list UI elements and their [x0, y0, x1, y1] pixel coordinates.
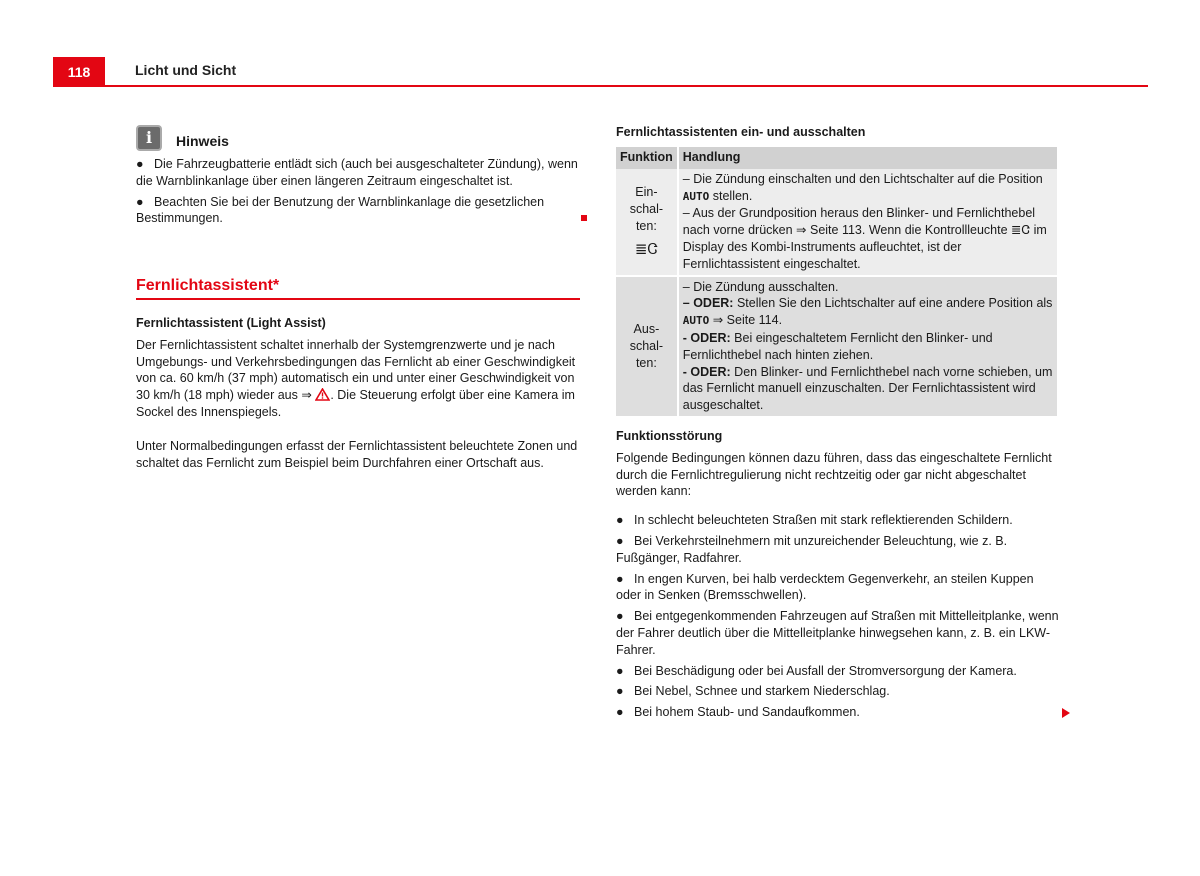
- auto-label: AUTO: [682, 189, 710, 203]
- auto-label: AUTO: [682, 314, 710, 328]
- note-bullet: [136, 156, 580, 190]
- section-end-marker-icon: [581, 215, 587, 221]
- high-beam-assist-icon: ≣Ꮳ: [634, 241, 658, 259]
- list-item: [616, 608, 1060, 658]
- list-item: [616, 683, 1060, 700]
- function-label: ten:: [635, 355, 657, 370]
- action-step: [683, 364, 1053, 414]
- function-label: schal-: [629, 338, 664, 353]
- or-label: - ODER:: [682, 330, 731, 345]
- table-header-cell: Funktion: [616, 147, 678, 169]
- section-paragraph: [136, 337, 580, 421]
- bullet-dot-icon: ●: [616, 513, 624, 528]
- list-item-text: Bei Beschädigung oder bei Ausfall der Stromversorgung der Kamera.: [634, 663, 1017, 678]
- action-step: [683, 205, 1053, 272]
- action-step: [683, 295, 1053, 330]
- note-bullet-text: Die Fahrzeugbatterie entlädt sich (auch bei ausgeschalteter Zündung), wenn die Warnblinkanlage über einen längeren Zeitraum eingeschaltet ist.: [136, 157, 578, 188]
- bullet-dot-icon: ●: [616, 571, 624, 586]
- table-header-cell: Handlung: [678, 147, 1058, 169]
- right-column: [616, 124, 1060, 725]
- steps-table: [616, 147, 1059, 416]
- high-beam-assist-icon: ≣Ꮳ: [1011, 223, 1031, 238]
- action-text: ⇒ Seite 114.: [709, 313, 783, 328]
- section-paragraph: Unter Normalbedingungen erfasst der Fernlichtassistent beleuchtete Zonen und schaltet das Fernlicht zum Beispiel beim Durchfahren einer Ortschaft aus.: [136, 438, 578, 470]
- malfunction-title: Funktionsstörung: [616, 428, 723, 443]
- warning-triangle-icon: [315, 388, 330, 401]
- bullet-dot-icon: ●: [616, 705, 624, 720]
- page-number: 118: [53, 57, 105, 85]
- function-label: Ein-: [635, 185, 658, 200]
- chapter-title: Licht und Sicht: [135, 62, 237, 78]
- table-row: [616, 169, 1058, 276]
- list-item-text: Bei Verkehrsteilnehmern mit unzureichender Beleuchtung, wie z. B. Fußgänger, Radfahrer.: [616, 533, 1008, 565]
- list-item: [616, 663, 1060, 680]
- action-text: stellen.: [709, 188, 753, 203]
- action-cell: [678, 276, 1058, 416]
- section-body: [136, 315, 580, 471]
- list-item: [616, 512, 1060, 529]
- section-title: Fernlichtassistent*: [136, 277, 580, 300]
- list-item-text: In schlecht beleuchteten Straßen mit stark reflektierenden Schildern.: [634, 513, 1013, 528]
- function-label: ten:: [635, 218, 657, 233]
- function-label: schal-: [629, 201, 664, 216]
- page-header: [53, 57, 1148, 87]
- bullet-dot-icon: ●: [136, 194, 144, 209]
- bullet-dot-icon: ●: [136, 157, 144, 171]
- note-title: Hinweis: [176, 132, 229, 149]
- function-cell: [616, 169, 678, 276]
- action-text: im Display des Kombi-Instruments aufleuchtet, ist der Fernlichtassistent eingeschaltet.: [682, 223, 1047, 271]
- table-row: [616, 276, 1058, 416]
- note-block: [136, 124, 580, 231]
- function-label: Aus-: [633, 322, 660, 337]
- action-text: Den Blinker- und Fernlichthebel nach vorne schieben, um das Fernlicht manuell einzuschalten. Der Fernlichtassistent wird ausgeschaltet.: [682, 364, 1053, 413]
- list-item-text: Bei hohem Staub- und Sandaufkommen.: [634, 705, 860, 720]
- note-header: [136, 124, 580, 152]
- list-item-text: In engen Kurven, bei halb verdecktem Gegenverkehr, an steilen Kuppen oder in Senken (Bremsschwellen).: [616, 571, 1034, 603]
- bullet-dot-icon: ●: [616, 684, 624, 699]
- action-step: [683, 171, 1053, 206]
- action-text: Stellen Sie den Lichtschalter auf eine andere Position als: [733, 296, 1053, 311]
- action-cell: [678, 169, 1058, 276]
- list-item: [616, 704, 1060, 721]
- list-item-text: Bei Nebel, Schnee und starkem Niederschlag.: [634, 684, 890, 699]
- continue-arrow-icon: [1062, 708, 1070, 718]
- function-cell: [616, 276, 678, 416]
- action-text: Bei eingeschaltetem Fernlicht den Blinker- und Fernlichthebel nach hinten ziehen.: [682, 330, 993, 362]
- table-title: Fernlichtassistenten ein- und ausschalten: [616, 125, 866, 139]
- table-header-row: [616, 147, 1058, 169]
- bullet-dot-icon: ●: [616, 533, 624, 548]
- bullet-dot-icon: ●: [616, 663, 624, 678]
- action-step: [683, 330, 1053, 364]
- info-icon: i: [136, 125, 162, 151]
- action-text: – Die Zündung einschalten und den Lichtschalter auf die Position: [682, 171, 1043, 186]
- list-item: [616, 533, 1060, 567]
- action-step: – Die Zündung ausschalten.: [682, 279, 839, 294]
- bullet-dot-icon: ●: [616, 609, 624, 624]
- paragraph-text: Der Fernlichtassistent schaltet innerhalb der Systemgrenzwerte und je nach Umgebungs- und Verkehrsbedingungen das Fernlicht ab einer Geschwindigkeit von ca. 60 km/h (37 mph) automatisch ein und unter einer Geschwindigkeit von 30 km/h (18 mph) wieder aus ⇒: [136, 337, 576, 403]
- or-label: – ODER:: [682, 296, 734, 311]
- action-text: – Aus der Grundposition heraus den Blinker- und Fernlichthebel nach vorne drücken ⇒ Seite 113. Wenn die Kontrollleuchte: [682, 206, 1036, 238]
- malfunction-intro: Folgende Bedingungen können dazu führen, dass das eingeschaltete Fernlicht durch die Fernlichtregulierung nicht rechtzeitig oder gar nicht abgeschaltet werden kann:: [616, 450, 1052, 499]
- list-item: [616, 571, 1060, 605]
- paragraph-text: . Die Steuerung erfolgt über eine Kamera im Sockel des Innenspiegels.: [136, 388, 575, 419]
- section-subtitle: Fernlichtassistent (Light Assist): [136, 316, 326, 330]
- list-item-text: Bei entgegenkommenden Fahrzeugen auf Straßen mit Mittelleitplanke, wenn der Fahrer deutlich über die Mittelleitplanke hinwegsehen kann, z. B. ein LKW-Fahrer.: [616, 609, 1059, 657]
- note-bullet-text: Beachten Sie bei der Benutzung der Warnblinkanlage die gesetzlichen Bestimmungen.: [136, 194, 545, 226]
- note-bullet: [136, 194, 580, 228]
- or-label: - ODER:: [682, 364, 731, 379]
